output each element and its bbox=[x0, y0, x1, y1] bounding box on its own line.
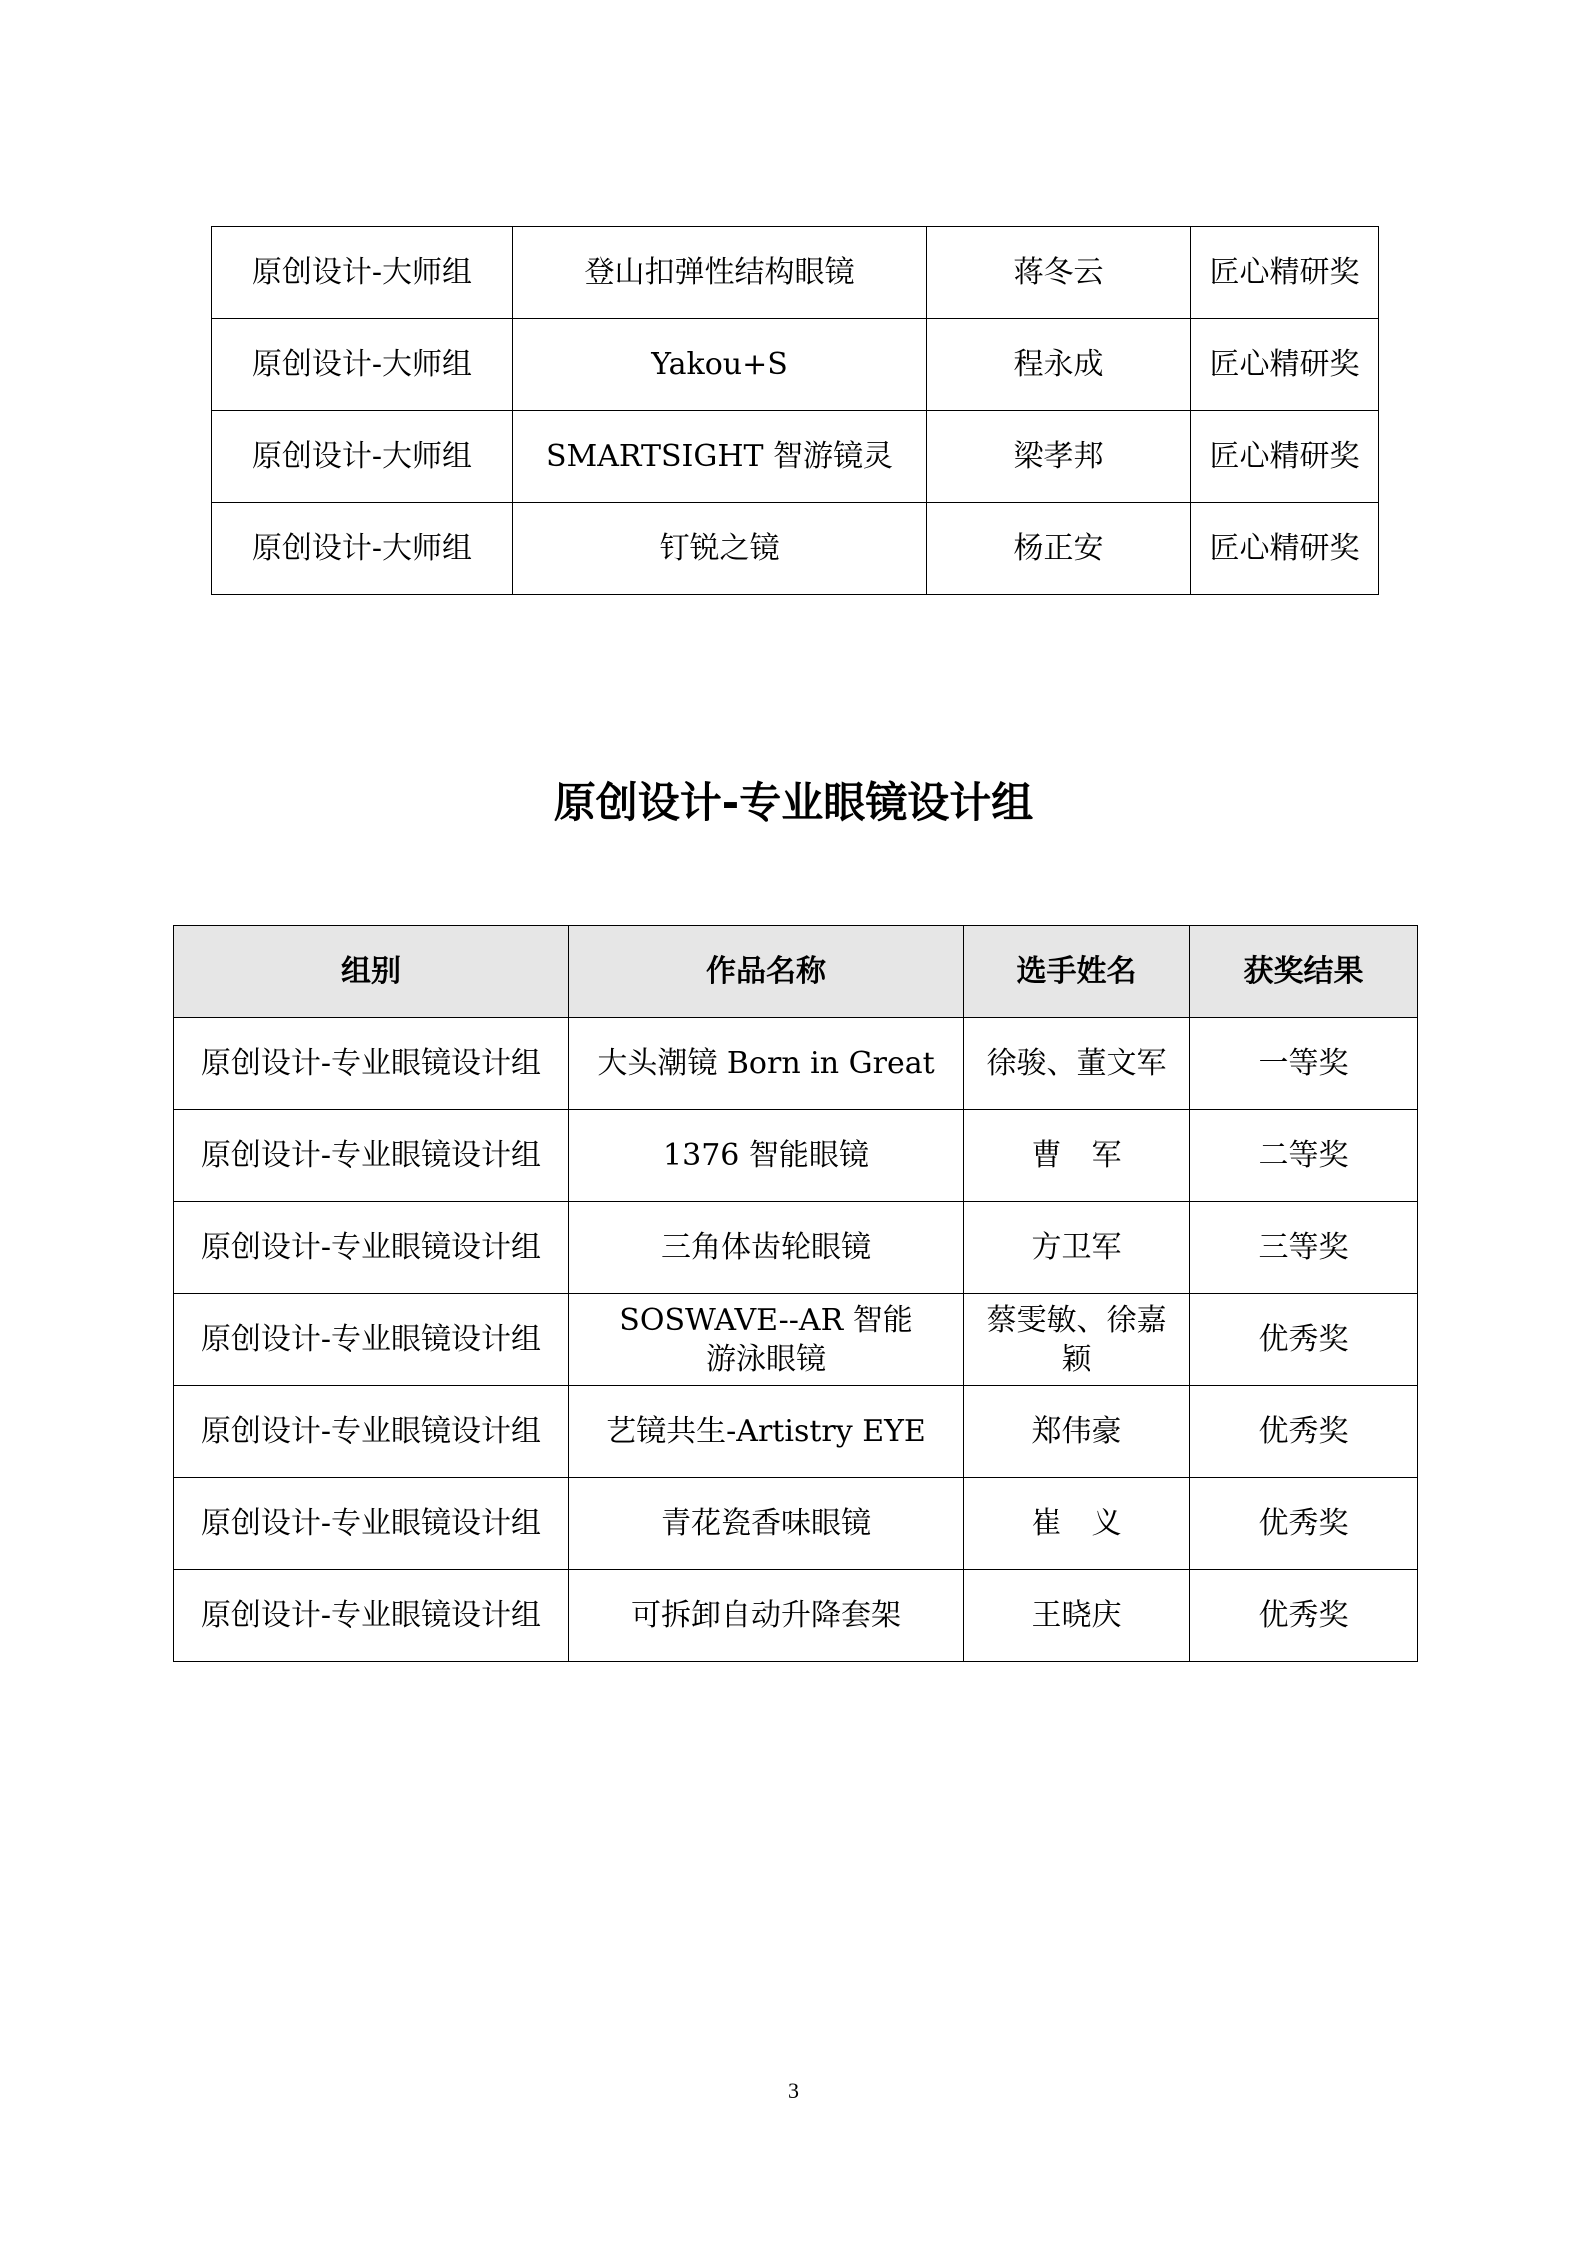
designer-cell bbox=[964, 1294, 1190, 1386]
table-header-row bbox=[174, 926, 1418, 1018]
work-cell: 钉锐之镜 bbox=[513, 503, 927, 595]
designer-cell: 蒋冬云 bbox=[927, 227, 1191, 319]
designer-line-2: 颖 bbox=[1061, 1341, 1092, 1377]
table-row bbox=[212, 503, 1379, 595]
table-row bbox=[212, 411, 1379, 503]
award-cell: 优秀奖 bbox=[1190, 1478, 1418, 1570]
designer-cell: 梁孝邦 bbox=[927, 411, 1191, 503]
work-cell: 大头潮镜 Born in Great bbox=[569, 1018, 964, 1110]
header-work: 作品名称 bbox=[569, 926, 964, 1018]
designer-cell: 郑伟豪 bbox=[964, 1386, 1190, 1478]
table-row bbox=[174, 1570, 1418, 1662]
designer-cell: 王晓庆 bbox=[964, 1570, 1190, 1662]
page-number: 3 bbox=[788, 2078, 799, 2103]
group-cell: 原创设计-大师组 bbox=[212, 319, 513, 411]
designer-line-1: 蔡雯敏、徐嘉 bbox=[986, 1302, 1167, 1338]
designer-cell: 方卫军 bbox=[964, 1202, 1190, 1294]
award-cell: 一等奖 bbox=[1190, 1018, 1418, 1110]
work-cell bbox=[569, 1294, 964, 1386]
table-row bbox=[174, 1018, 1418, 1110]
work-cell: 1376 智能眼镜 bbox=[569, 1110, 964, 1202]
work-cell: 登山扣弹性结构眼镜 bbox=[513, 227, 927, 319]
header-designer: 选手姓名 bbox=[964, 926, 1190, 1018]
designer-cell: 崔 义 bbox=[964, 1478, 1190, 1570]
table-row bbox=[212, 319, 1379, 411]
table-row bbox=[212, 227, 1379, 319]
designer-cell: 程永成 bbox=[927, 319, 1191, 411]
table-row bbox=[174, 1202, 1418, 1294]
award-cell: 优秀奖 bbox=[1190, 1570, 1418, 1662]
work-cell: 青花瓷香味眼镜 bbox=[569, 1478, 964, 1570]
group-cell: 原创设计-大师组 bbox=[212, 503, 513, 595]
group-cell: 原创设计-大师组 bbox=[212, 411, 513, 503]
award-cell: 优秀奖 bbox=[1190, 1294, 1418, 1386]
work-line-2: 游泳眼镜 bbox=[706, 1341, 826, 1377]
work-cell: SMARTSIGHT 智游镜灵 bbox=[513, 411, 927, 503]
table-row bbox=[174, 1478, 1418, 1570]
group-cell: 原创设计-专业眼镜设计组 bbox=[174, 1478, 569, 1570]
master-group-table bbox=[211, 226, 1379, 595]
award-cell: 匠心精研奖 bbox=[1191, 319, 1379, 411]
designer-cell: 徐骏、董文军 bbox=[964, 1018, 1190, 1110]
header-award: 获奖结果 bbox=[1190, 926, 1418, 1018]
award-cell: 匠心精研奖 bbox=[1191, 411, 1379, 503]
header-group: 组别 bbox=[174, 926, 569, 1018]
group-cell: 原创设计-大师组 bbox=[212, 227, 513, 319]
work-cell: 三角体齿轮眼镜 bbox=[569, 1202, 964, 1294]
section-title: 原创设计-专业眼镜设计组 bbox=[553, 778, 1034, 827]
group-cell: 原创设计-专业眼镜设计组 bbox=[174, 1110, 569, 1202]
table-row bbox=[174, 1294, 1418, 1386]
award-cell: 优秀奖 bbox=[1190, 1386, 1418, 1478]
group-cell: 原创设计-专业眼镜设计组 bbox=[174, 1386, 569, 1478]
designer-cell: 杨正安 bbox=[927, 503, 1191, 595]
award-cell: 二等奖 bbox=[1190, 1110, 1418, 1202]
work-cell: 可拆卸自动升降套架 bbox=[569, 1570, 964, 1662]
work-cell: 艺镜共生-Artistry EYE bbox=[569, 1386, 964, 1478]
table-row bbox=[174, 1110, 1418, 1202]
designer-cell: 曹 军 bbox=[964, 1110, 1190, 1202]
group-cell: 原创设计-专业眼镜设计组 bbox=[174, 1294, 569, 1386]
professional-group-table bbox=[173, 925, 1418, 1662]
table-row bbox=[174, 1386, 1418, 1478]
work-cell: Yakou+S bbox=[513, 319, 927, 411]
group-cell: 原创设计-专业眼镜设计组 bbox=[174, 1202, 569, 1294]
group-cell: 原创设计-专业眼镜设计组 bbox=[174, 1570, 569, 1662]
award-cell: 匠心精研奖 bbox=[1191, 227, 1379, 319]
work-line-1: SOSWAVE--AR 智能 bbox=[619, 1302, 913, 1338]
group-cell: 原创设计-专业眼镜设计组 bbox=[174, 1018, 569, 1110]
award-cell: 三等奖 bbox=[1190, 1202, 1418, 1294]
award-cell: 匠心精研奖 bbox=[1191, 503, 1379, 595]
